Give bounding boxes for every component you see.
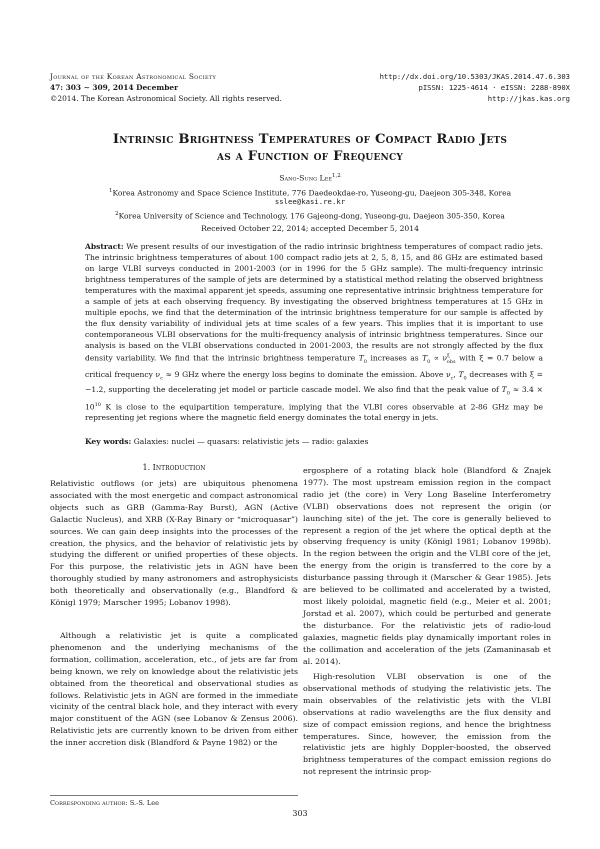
affiliation-1: $^1$Korea Astronomy and Space Science Institute, 776 Daedeokdae-ro, Yuseong-gu, Daejeon 305-348, Korea (108, 188, 512, 198)
intro-paragraph-4: High-resolution VLBI observation is one of the observational methods of studying the relativistic jets. The main observables of the relativistic jets with the VLBI observations at radio wavelengths are the flux density and size of compact emission regions, and hence the brightness temperatures. Since, however, the emission from the relativistic jets are highly Doppler-boosted, the observed brightness temperatures of the compact emission regions do not represent the intrinsic prop- (303, 672, 551, 777)
footnote-label: Corresponding author: (50, 799, 128, 807)
footnote-name: S.-S. Lee (129, 799, 160, 807)
received-dates: Received October 22, 2014; accepted December 5, 2014 (201, 224, 419, 233)
abstract-label: Abstract: (85, 242, 124, 251)
keywords-label: Key words: (85, 437, 132, 446)
journal-header (50, 71, 282, 104)
title-line-1: Intrinsic Brightness Temperatures of Compact Radio Jets (112, 132, 508, 147)
footnote (50, 799, 159, 807)
intro-paragraph-2: Although a relativistic jet is quite a complicated phenomenon and the underlying mechanisms of the formation, collimation, acceleration, etc., of jets are far from being known, we rely on knowledge about the relativistic jets obtained from the theoretical and observational studies as follows. Relativistic jets in AGN are formed in the immediate vicinity of the central black hole, and they interact with every major constituent of the AGN (see Lobanov & Zensus 2006). Relativistic jets are currently known to be driven from either the inner accretion disk (Blandford & Payne 1982) or the (50, 631, 298, 748)
intro-paragraph-1: Relativistic outflows (or jets) are ubiquitous phenomena associated with the most energetic and compact astronomical objects such as GRB (Gamma-Ray Burst), AGN (Active Galactic Nucleus), and XRB (X-Ray Binary or “microquasar”) sources. We can gain deep insights into the processes of the creation, the physics, and the behavior of relativistic jets by studying the different or unified properties of these objects. For this purpose, the relativistic jets in AGN have been thoroughly studied by many astronomers and astrophysicists both theoretically and observationally (e.g., Blandford & Königl 1979; Marscher 1995; Lobanov 1998). (50, 479, 298, 608)
volume-line: 47: 303 ∼ 309, 2014 December (50, 83, 178, 92)
page-number: 303 (292, 809, 308, 818)
affiliation-2: $^2$Korea University of Science and Technology, 176 Gajeong-dong, Yuseong-gu, Daejeon 305-350, Korea (115, 211, 505, 221)
author-name: Sang-Sung Lee$^{1,2}$ (279, 173, 341, 183)
keywords (85, 437, 543, 446)
author-email[interactable]: sslee@kasi.re.kr (274, 197, 346, 206)
doi-link[interactable]: http://dx.doi.org/10.5303/JKAS.2014.47.6.303 (379, 72, 570, 81)
paper-title (40, 131, 580, 165)
journal-url-link[interactable]: http://jkas.kas.org (487, 94, 570, 103)
title-line-2: as a Function of Frequency (217, 149, 403, 164)
journal-name: Journal of the Korean Astronomical Society (50, 72, 217, 81)
footnote-divider (50, 795, 298, 796)
abstract: Abstract: We present results of our investigation of the radio intrinsic brightness temperatures of compact radio jets. The intrinsic brightness temperatures of about 100 compact radio jets at 2, 5, 8, 15, and 86 GHz are estimated based on large VLBI surveys conducted in 2001-2003 (or in 1996 for the 5 GHz sample). The multi-frequency intrinsic brightness temperatures of the sample of jets are determined by a statistical method relating the observed brightness temperatures with the maximal apparent jet speeds, assuming one representative intrinsic brightness temperature for a sample of jets at each observing frequency. By investigating the observed brightness temperatures at 15 GHz in multiple epochs, we find that the determination of the intrinsic brightness temperature for our sample is affected by the flux density variability of individual jets at time scales of a few years. This implies that it is important to use contemporaneous VLBI observations for the multi-frequency analysis of intrinsic brightness temperatures. Since our analysis is based on the VLBI observations conducted in 2001-2003, the results are not strongly affected by the flux density variability. We find that the intrinsic brightness temperature $T_0$ increases as $T_0 \propto \nu^\xi_{obs}$ with ξ = 0.7 below a critical frequency $\nu_c \approx 9$ GHz where the energy loss begins to dominate the emission. Above $\nu_c$, $T_0$ decreases with ξ = −1.2, supporting the decelerating jet model or particle cascade model. We also find that the peak value of $T_0 \approx 3.4 \times 10^{10}$ K is close to the equipartition temperature, implying that the VLBI cores observable at 2-86 GHz may be representing jet regions where the magnetic field energy dominates the total energy in jets. (85, 242, 543, 423)
section-heading: 1. Introduction (142, 463, 206, 472)
issn-line: pISSN: 1225-4614 · eISSN: 2288-890X (418, 83, 570, 92)
keywords-text: Galaxies: nuclei — quasars: relativistic jets — radio: galaxies (133, 437, 369, 446)
author-affil-marks: 1,2 (332, 173, 341, 179)
intro-paragraph-3: ergosphere of a rotating black hole (Blandford & Znajek 1977). The most upstream emission region in the compact radio jet (the core) in Very Long Baseline Interferometry (VLBI) observations does not represent the origin (or launching site) of the jet. The core is generally believed to represent a region of the jet where the optical depth at the observing frequency is unity (Königl 1981; Lobanov 1998b). In the region between the origin and the VLBI core of the jet, the energy from the origin is transferred to the core by a disturbance passing through it (Marscher & Gear 1985). Jets are believed to be collimated and accelerated by a twisted, most likely poloidal, magnetic field (e.g., Meier et al. 2001; Jorstad et al. 2007), which could be perturbed and generate the disturbance. For the relativistic jets of radio-loud galaxies, magnetic fields play dynamically important roles in the collimation and acceleration of the jets (Zamaninasab et al. 2014). (303, 466, 551, 666)
copyright-line: ©2014. The Korean Astronomical Society. All rights reserved. (50, 94, 282, 103)
doi-header (380, 71, 570, 104)
aff2-mark: 2 (115, 211, 119, 217)
aff1-mark: 1 (108, 188, 113, 194)
